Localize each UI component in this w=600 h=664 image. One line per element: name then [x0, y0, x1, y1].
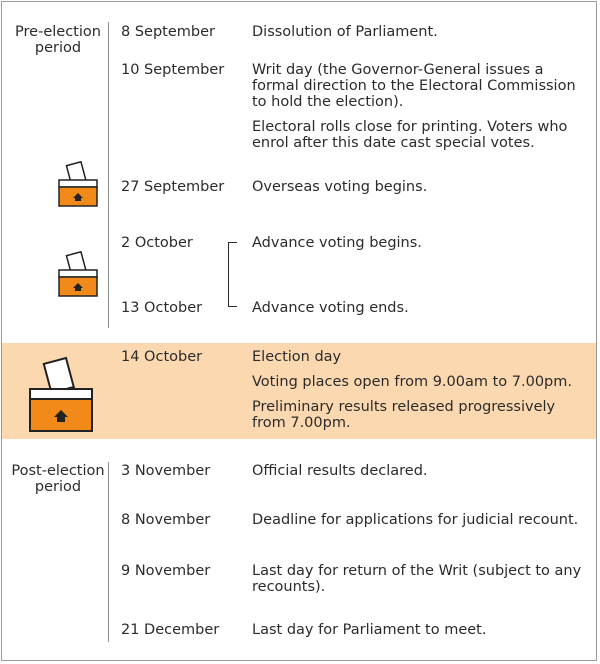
event-text: Preliminary results released progressively from 7.00pm.: [252, 399, 556, 431]
event-text: Official results declared.: [252, 463, 428, 479]
ballot-box-icon: [26, 356, 96, 434]
post-election-divider: [108, 462, 109, 642]
event-text: Voting places open from 9.00am to 7.00pm.: [252, 374, 572, 390]
event-text: Dissolution of Parliament.: [252, 24, 438, 40]
pre-election-label: Pre-election period: [15, 24, 101, 56]
event-text: Electoral rolls close for printing. Voters who enrol after this date cast special votes.: [252, 119, 568, 151]
event-text: Last day for Parliament to meet.: [252, 622, 487, 638]
advance-voting-bracket: [228, 242, 237, 307]
date-label: 10 September: [121, 62, 225, 78]
date-label: 8 November: [121, 512, 211, 528]
date-label: 2 October: [121, 235, 193, 251]
event-text: Election day: [252, 349, 342, 365]
date-label: 27 September: [121, 179, 225, 195]
event-text: Overseas voting begins.: [252, 179, 428, 195]
event-text: Writ day (the Governor-General issues a formal direction to the Electoral Commission to hold the election).: [252, 62, 576, 110]
ballot-box-icon: [56, 250, 100, 298]
date-label: 3 November: [121, 463, 211, 479]
pre-election-divider: [108, 22, 109, 328]
event-text: Advance voting begins.: [252, 235, 422, 251]
post-election-label: Post-election period: [11, 463, 105, 495]
date-label: 13 October: [121, 300, 203, 316]
date-label: 8 September: [121, 24, 215, 40]
event-text: Last day for return of the Writ (subject to any recounts).: [252, 563, 582, 595]
date-label: 14 October: [121, 349, 203, 365]
date-label: 9 November: [121, 563, 211, 579]
event-text: Advance voting ends.: [252, 300, 409, 316]
ballot-box-icon: [56, 160, 100, 208]
event-text: Deadline for applications for judicial recount.: [252, 512, 579, 528]
date-label: 21 December: [121, 622, 220, 638]
